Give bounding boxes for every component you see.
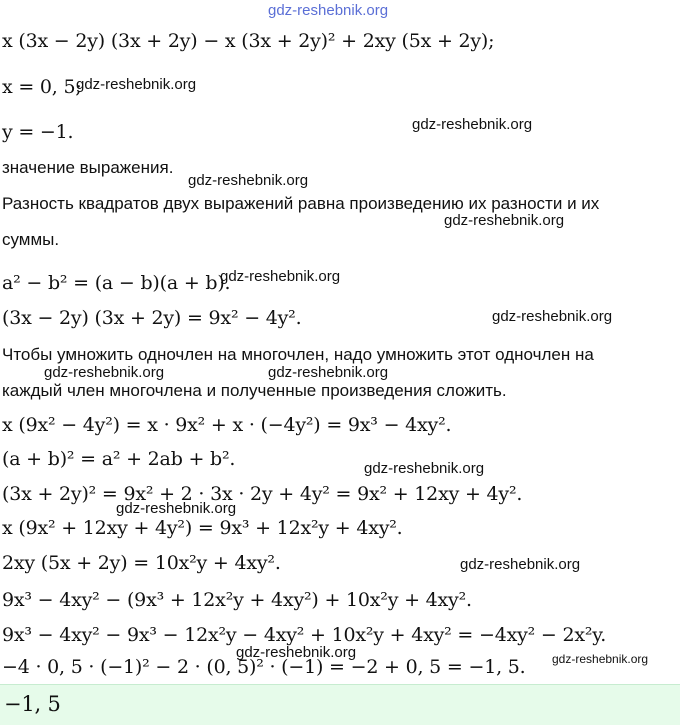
watermark: gdz-reshebnik.org (552, 652, 649, 666)
rule-text-4: каждый член многочлена и полученные произведения сложить. (2, 381, 507, 400)
rule-text-3: Чтобы умножить одночлен на многочлен, надо умножить этот одночлен на (2, 345, 594, 364)
expression-line: x (3x − 2y) (3x + 2y) − x (3x + 2y)² + 2xy (5x + 2y); (2, 30, 495, 52)
answer-box (0, 684, 680, 725)
step-evaluate: −4 · 0, 5 · (−1)² − 2 · (0, 5)² · (−1) = −2 + 0, 5 = −1, 5. (2, 656, 526, 678)
step-square-expand: (3x + 2y)² = 9x² + 2 · 3x · 2y + 4y² = 9x² + 12xy + 4y². (2, 483, 523, 505)
step-combine: 9x³ − 4xy² − (9x³ + 12x²y + 4xy²) + 10x²y + 4xy². (2, 589, 472, 611)
rule-text-1: Разность квадратов двух выражений равна произведению их разности и их (2, 194, 600, 213)
watermark: gdz-reshebnik.org (412, 116, 533, 133)
step-multiply-monomial: x (9x² − 4y²) = x · 9x² + x · (−4y²) = 9x³ − 4xy². (2, 414, 452, 436)
step-product: (3x − 2y) (3x + 2y) = 9x² − 4y². (2, 307, 302, 329)
watermark: gdz-reshebnik.org (44, 364, 165, 381)
x-value-line: x = 0, 5; (2, 76, 82, 98)
formula-difference-of-squares: a² − b² = (a − b)(a + b). (2, 272, 231, 294)
y-value-line: y = −1. (2, 121, 74, 143)
watermark: gdz-reshebnik.org (220, 268, 341, 285)
watermark: gdz-reshebnik.org (76, 76, 197, 93)
watermark: gdz-reshebnik.org (116, 500, 237, 517)
answer-value: −1, 5 (4, 692, 61, 716)
watermark: gdz-reshebnik.org (444, 212, 565, 229)
step-multiply-x: x (9x² + 12xy + 4y²) = 9x³ + 12x²y + 4xy². (2, 517, 403, 539)
rule-text-2: суммы. (2, 230, 60, 249)
task-text: значение выражения. (2, 158, 174, 177)
watermark: gdz-reshebnik.org (492, 308, 613, 325)
watermark: gdz-reshebnik.org (460, 556, 581, 573)
formula-square-of-sum: (a + b)² = a² + 2ab + b². (2, 448, 236, 470)
step-simplify: 9x³ − 4xy² − 9x³ − 12x²y − 4xy² + 10x²y + 4xy² = −4xy² − 2x²y. (2, 624, 607, 646)
watermark: gdz-reshebnik.org (268, 2, 389, 19)
watermark: gdz-reshebnik.org (188, 172, 309, 189)
watermark: gdz-reshebnik.org (268, 364, 389, 381)
watermark: gdz-reshebnik.org (236, 644, 357, 661)
watermark: gdz-reshebnik.org (364, 460, 485, 477)
step-multiply-2xy: 2xy (5x + 2y) = 10x²y + 4xy². (2, 552, 281, 574)
